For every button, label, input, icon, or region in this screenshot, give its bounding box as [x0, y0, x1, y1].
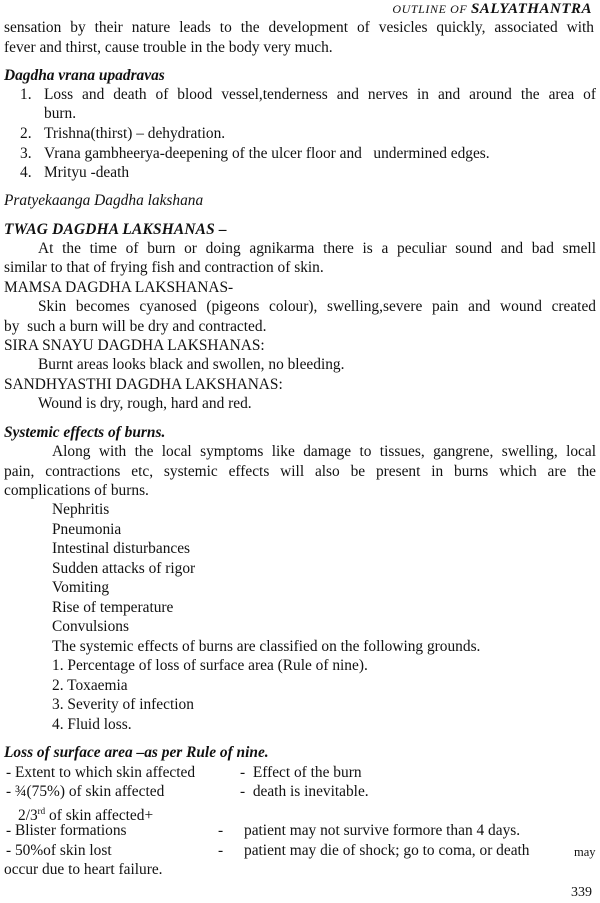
intro-line-2: fever and thirst, cause trouble in the body very much.	[4, 39, 333, 56]
twag-line-1: At the time of burn or doing agnikarma there is a peculiar sound and bad smell	[38, 240, 596, 257]
systemic-list-item: Pneumonia	[52, 521, 122, 538]
sandhyasthi-heading: SANDHYASTHI DAGDHA LAKSHANAS:	[4, 376, 283, 393]
upadravas-num-3: 3.	[20, 145, 32, 162]
ground-item: 3. Severity of infection	[52, 696, 194, 713]
upadravas-item-2: Trishna(thirst) – dehydration.	[44, 125, 226, 142]
mamsa-line-2: by such a burn will be dry and contracted.	[4, 318, 267, 335]
systemic-list-item: Sudden attacks of rigor	[52, 560, 196, 577]
superscript-rd: rd	[37, 806, 46, 816]
upadravas-num-1: 1.	[20, 86, 32, 103]
running-header	[392, 0, 592, 20]
systemic-list-item: Rise of temperature	[52, 599, 174, 616]
systemic-para-1: Along with the local symptoms like damage to tissues, gangrene, swelling, local	[52, 443, 596, 460]
rule-row-right: - death is inevitable.	[240, 783, 369, 800]
rule-last-line: occur due to heart failure.	[4, 861, 163, 878]
ground-item: 1. Percentage of loss of surface area (Rule of nine).	[52, 657, 368, 674]
rule-row-left: - Blister formations	[6, 822, 127, 839]
upadravas-item-1-cont: burn.	[44, 105, 77, 122]
systemic-list-item: Convulsions	[52, 618, 129, 635]
ground-item: 2. Toxaemia	[52, 677, 128, 694]
twag-line-2: similar to that of frying fish and contraction of skin.	[4, 259, 324, 276]
rule-row-left: - ¾(75%) of skin affected	[6, 783, 165, 800]
rule-of-nine-heading: Loss of surface area –as per Rule of nine.	[4, 744, 269, 761]
upadravas-item-4: Mrityu -death	[44, 164, 130, 181]
pratyekaanga-heading: Pratyekaanga Dagdha lakshana	[4, 192, 204, 209]
mamsa-line-1: Skin becomes cyanosed (pigeons colour), swelling,severe pain and wound created	[38, 298, 596, 315]
systemic-heading: Systemic effects of burns.	[4, 424, 166, 441]
rule-row-right: - Effect of the burn	[240, 764, 362, 781]
rule-row-right: patient may die of shock; go to coma, or death	[244, 842, 530, 859]
fraction: 2/3	[18, 807, 38, 825]
header-title: SALYATHANTRA	[470, 1, 592, 17]
rule-row-left: - 50%of skin lost	[6, 842, 112, 859]
upadravas-num-2: 2.	[20, 125, 32, 142]
systemic-para-2: pain, contractions etc, systemic effects will also be present in burns which are the	[4, 463, 596, 480]
rule-row-tail: may	[574, 845, 596, 859]
sira-heading: SIRA SNAYU DAGDHA LAKSHANAS:	[4, 337, 265, 354]
systemic-list-item: Vomiting	[52, 579, 110, 596]
header-prefix: OUTLINE OF	[392, 2, 468, 16]
systemic-list-item: Nephritis	[52, 501, 110, 518]
sandhyasthi-line: Wound is dry, rough, hard and red.	[38, 395, 252, 412]
upadravas-item-3: Vrana gambheerya-deepening of the ulcer floor and undermined edges.	[44, 145, 490, 162]
twag-heading: TWAG DAGDHA LAKSHANAS –	[4, 221, 227, 238]
page-number: 339	[571, 885, 592, 900]
ground-item: 4. Fluid loss.	[52, 716, 132, 733]
rule-row-dash: -	[218, 842, 224, 859]
upadravas-heading: Dagdha vrana upadravas	[4, 67, 165, 84]
mamsa-heading: MAMSA DAGDHA LAKSHANAS-	[4, 279, 234, 296]
rule-row-dash: -	[218, 822, 224, 839]
upadravas-item-1: Loss and death of blood vessel,tenderness and nerves in and around the area of	[44, 86, 596, 103]
rule-row-two-thirds-tail: of skin affected+	[45, 807, 154, 825]
rule-row-right: patient may not survive formore than 4 days.	[244, 822, 521, 839]
upadravas-num-4: 4.	[20, 164, 32, 181]
intro-line-1: sensation by their nature leads to the development of vesicles quickly, associated with	[4, 19, 594, 36]
rule-row-left: - Extent to which skin affected	[6, 764, 196, 781]
systemic-list-item: Intestinal disturbances	[52, 540, 191, 557]
sira-line: Burnt areas looks black and swollen, no bleeding.	[38, 356, 345, 373]
systemic-classified-intro: The systemic effects of burns are classified on the following grounds.	[52, 638, 481, 655]
systemic-para-3: complications of burns.	[4, 482, 149, 499]
